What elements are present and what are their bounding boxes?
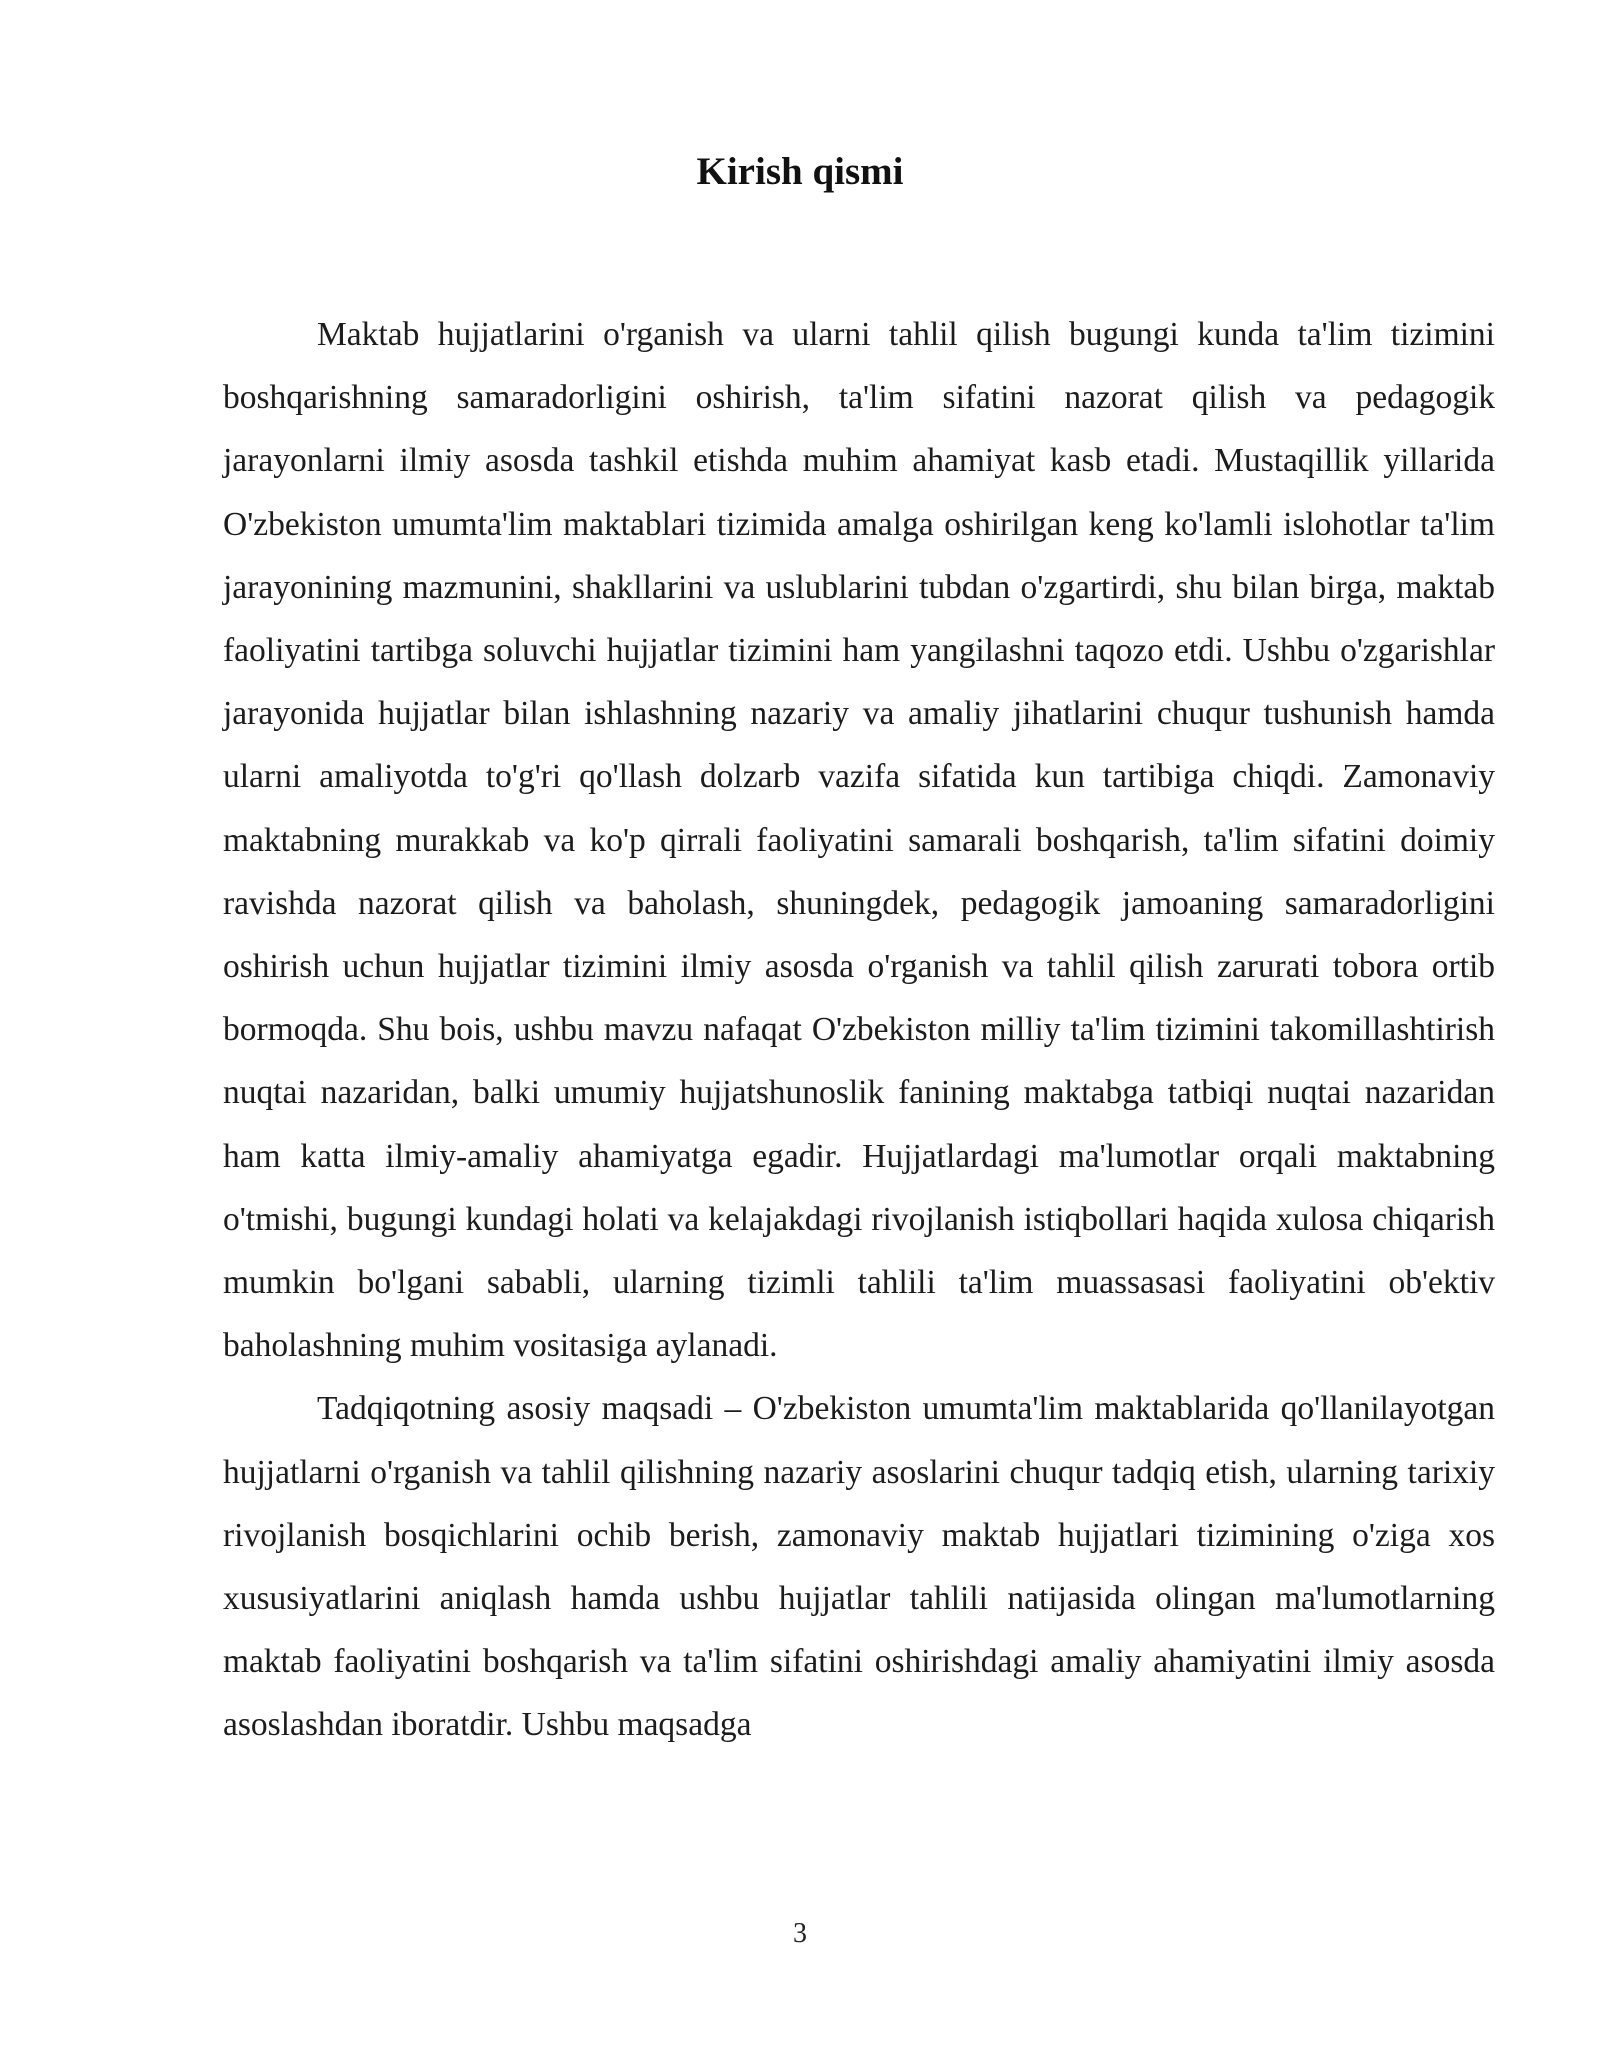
paragraph-intro: Maktab hujjatlarini o'rganish va ularni tahlil qilish bugungi kunda ta'lim tizimini boshqarishning samaradorligini oshirish, ta'lim sifatini nazorat qilish va pedagogik jarayonlarni ilmiy asosda tashkil etishda muhim ahamiyat kasb etadi. Mustaqillik yillarida O'zbekiston umumta'lim maktablari tizimida amalga oshirilgan keng ko'lamli islohotlar ta'lim jarayonining mazmunini, shakllarini va uslublarini tubdan o'zgartirdi, shu bilan birga, maktab faoliyatini tartibga soluvchi hujjatlar tizimini ham yangilashni taqozo etdi. Ushbu o'zgarishlar jarayonida hujjatlar bilan ishlashning nazariy va amaliy jihatlarini chuqur tushunish hamda ularni amaliyotda to'g'ri qo'llash dolzarb vazifa sifatida kun tartibiga chiqdi. Zamonaviy maktabning murakkab va ko'p qirrali faoliyatini samarali boshqarish, ta'lim sifatini doimiy ravishda nazorat qilish va baholash, shuningdek, pedagogik jamoaning samaradorligini oshirish uchun hujjatlar tizimini ilmiy asosda o'rganish va tahlil qilish zarurati tobora ortib bormoqda. Shu bois, ushbu mavzu nafaqat O'zbekiston milliy ta'lim tizimini takomillashtirish nuqtai nazaridan, balki umumiy hujjatshunoslik fanining maktabga tatbiqi nuqtai nazaridan ham katta ilmiy-amaliy ahamiyatga egadir. Hujjatlardagi ma'lumotlar orqali maktabning o'tmishi, bugungi kundagi holati va kelajakdagi rivojlanish istiqbollari haqida xulosa chiqarish mumkin bo'lgani sababli, ularning tizimli tahlili ta'lim muassasasi faoliyatini ob'ektiv baholashning muhim vositasiga aylanadi.: [223, 316, 1495, 1365]
page-number: 3: [793, 1918, 807, 1949]
page-title: Kirish qismi: [696, 150, 904, 193]
body-text: [223, 303, 1495, 1757]
paragraph-research-goal: Tadqiqotning asosiy maqsadi – O'zbekiston umumta'lim maktablarida qo'llanilayotgan hujjatlarni o'rganish va tahlil qilishning nazariy asoslarini chuqur tadqiq etish, ularning tarixiy rivojlanish bosqichlarini ochib berish, zamonaviy maktab hujjatlari tizimining o'ziga xos xususiyatlarini aniqlash hamda ushbu hujjatlar tahlili natijasida olingan ma'lumotlarning maktab faoliyatini boshqarish va ta'lim sifatini oshirishdagi amaliy ahamiyatini ilmiy asosda asoslashdan iboratdir. Ushbu maqsadga: [223, 1390, 1495, 1744]
